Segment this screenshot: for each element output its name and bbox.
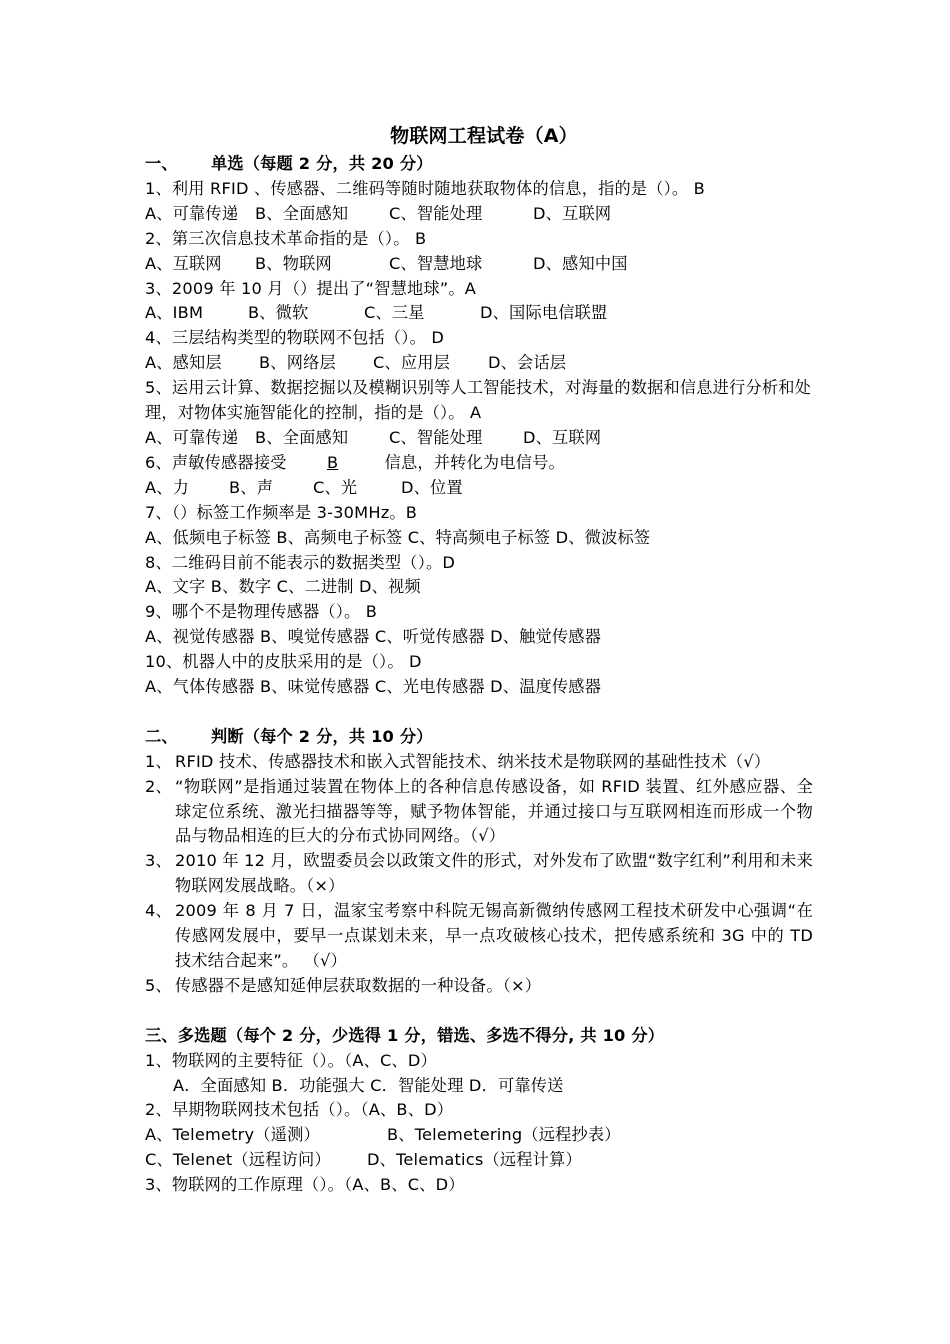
question-6-text-after: 信息，并转化为电信号。: [384, 452, 565, 472]
option: D、互联网: [533, 203, 612, 223]
option: D、会话层: [488, 353, 567, 373]
multi-question-2: 2、早期物联网技术包括（）。（A、B、D）: [145, 1100, 454, 1120]
option: C、智能处理: [389, 427, 483, 447]
question-3-options: [145, 301, 813, 326]
question-5: 5、运用云计算、数据挖掘以及模糊识别等人工智能技术，对海量的数据和信息进行分析和处理，对物体实施智能化的控制，指的是（）。 A: [145, 378, 811, 423]
question-1-options: [145, 202, 813, 227]
item-number: 3、: [145, 851, 172, 871]
item-text: RFID 技术、传感器技术和嵌入式智能技术、纳米技术是物联网的基础性技术（√）: [175, 751, 771, 771]
option: A、可靠传递: [145, 203, 239, 223]
option: C、Telenet（远程访问）: [145, 1150, 331, 1170]
spacer: [145, 999, 813, 1024]
section-3-heading: 三、多选题（每个 2 分，少选得 1 分，错选、多选不得分, 共 10 分）: [145, 1025, 665, 1045]
item-text: 2009 年 8 月 7 日，温家宝考察中科院无锡高新微纳传感网工程技术研发中心强调“在传感网发展中，要早一点谋划未来，早一点攻破核心技术，把传感系统和 3G 中的 TD 技术结合起来”。 （√）: [175, 901, 813, 970]
question-8-options: A、文字 B、数字 C、二进制 D、视频: [145, 577, 421, 597]
judgment-item-3: [145, 849, 813, 899]
question-10: 10、机器人中的皮肤采用的是（）。 D: [145, 652, 422, 672]
option: D、国际电信联盟: [480, 303, 608, 323]
question-5-options: [145, 426, 813, 451]
option: A、互联网: [145, 253, 222, 273]
item-text: 传感器不是感知延伸层获取数据的一种设备。（×）: [175, 975, 542, 995]
option: D、感知中国: [533, 253, 628, 273]
section-1-number: 一、: [145, 154, 178, 173]
section-1-heading: [145, 152, 813, 177]
section-2-title: 判断（每个 2 分，共 10 分）: [211, 726, 433, 746]
option: D、Telematics（远程计算）: [367, 1150, 582, 1170]
judgment-item-2: [145, 775, 813, 850]
spacer: [145, 700, 813, 725]
option: A、IBM: [145, 303, 204, 323]
option: C、三星: [364, 303, 425, 323]
question-4-options: [145, 351, 813, 376]
option: B、物联网: [255, 253, 332, 273]
option: B、全面感知: [255, 427, 349, 447]
question-9: 9、哪个不是物理传感器（）。 B: [145, 602, 378, 622]
option: B、声: [229, 477, 274, 497]
item-number: 4、: [145, 901, 172, 921]
multi-question-2-options-row-1: [145, 1123, 813, 1148]
question-4: 4、三层结构类型的物联网不包括（）。 D: [145, 328, 444, 348]
option: D、位置: [401, 477, 463, 497]
question-7: 7、（）标签工作频率是 3-30MHz。B: [145, 502, 418, 522]
question-6: [145, 451, 813, 476]
page-title: 物联网工程试卷（A）: [390, 125, 578, 147]
question-6-text-before: 6、声敏传感器接受: [145, 452, 287, 472]
option: C、智能处理: [389, 203, 483, 223]
option: B、网络层: [259, 353, 336, 373]
option: C、光: [313, 477, 358, 497]
multi-question-2-options-row-2: [145, 1148, 813, 1173]
section-1-title: 单选（每题 2 分，共 20 分）: [211, 154, 433, 173]
section-2-heading: [145, 725, 813, 750]
item-text: 2010 年 12 月，欧盟委员会以政策文件的形式，对外发布了欧盟“数字红利”利用和未来物联网发展战略。（×）: [175, 851, 813, 896]
question-6-options: [145, 476, 813, 501]
option: B、微软: [248, 303, 309, 323]
section-2-number: 二、: [145, 726, 178, 746]
option: D、互联网: [523, 427, 602, 447]
multi-question-1: 1、物联网的主要特征（）。（A、C、D）: [145, 1050, 437, 1070]
question-3: 3、2009 年 10 月（）提出了“智慧地球”。A: [145, 278, 477, 298]
option: A、可靠传递: [145, 427, 239, 447]
question-7-options: A、低频电子标签 B、高频电子标签 C、特高频电子标签 D、微波标签: [145, 527, 651, 547]
option: B、Telemetering（远程抄表）: [387, 1125, 621, 1145]
option: A、感知层: [145, 353, 222, 373]
item-text: “物联网”是指通过装置在物体上的各种信息传感设备，如 RFID 装置、红外感应器、全球定位系统、激光扫描器等等，赋予物体智能，并通过接口与互联网相连而形成一个物品与物品相连的巨大的分布式协同网络。（√）: [175, 776, 813, 846]
option: C、应用层: [373, 353, 451, 373]
question-8: 8、二维码目前不能表示的数据类型（）。D: [145, 552, 456, 572]
item-number: 1、: [145, 751, 172, 771]
question-2: 2、第三次信息技术革命指的是（）。 B: [145, 228, 427, 248]
judgment-item-1: [145, 750, 813, 775]
multi-question-3: 3、物联网的工作原理（）。（A、B、C、D）: [145, 1175, 465, 1195]
option: C、智慧地球: [389, 253, 483, 273]
judgment-item-4: [145, 899, 813, 974]
answer-blank: B: [326, 452, 339, 472]
question-10-options: A、气体传感器 B、味觉传感器 C、光电传感器 D、温度传感器: [145, 677, 602, 697]
judgment-item-5: [145, 974, 813, 999]
question-1: 1、利用 RFID 、传感器、二维码等随时随地获取物体的信息，指的是（）。 B: [145, 178, 705, 198]
item-number: 2、: [145, 776, 172, 796]
question-9-options: A、视觉传感器 B、嗅觉传感器 C、听觉传感器 D、触觉传感器: [145, 627, 602, 647]
multi-question-1-options: A．全面感知 B．功能强大 C．智能处理 D．可靠传送: [173, 1075, 564, 1095]
option: A、Telemetry（遥测）: [145, 1125, 320, 1145]
option: B、全面感知: [255, 203, 349, 223]
item-number: 5、: [145, 975, 172, 995]
exam-document: [145, 121, 813, 1198]
option: A、力: [145, 477, 190, 497]
question-2-options: [145, 252, 813, 277]
